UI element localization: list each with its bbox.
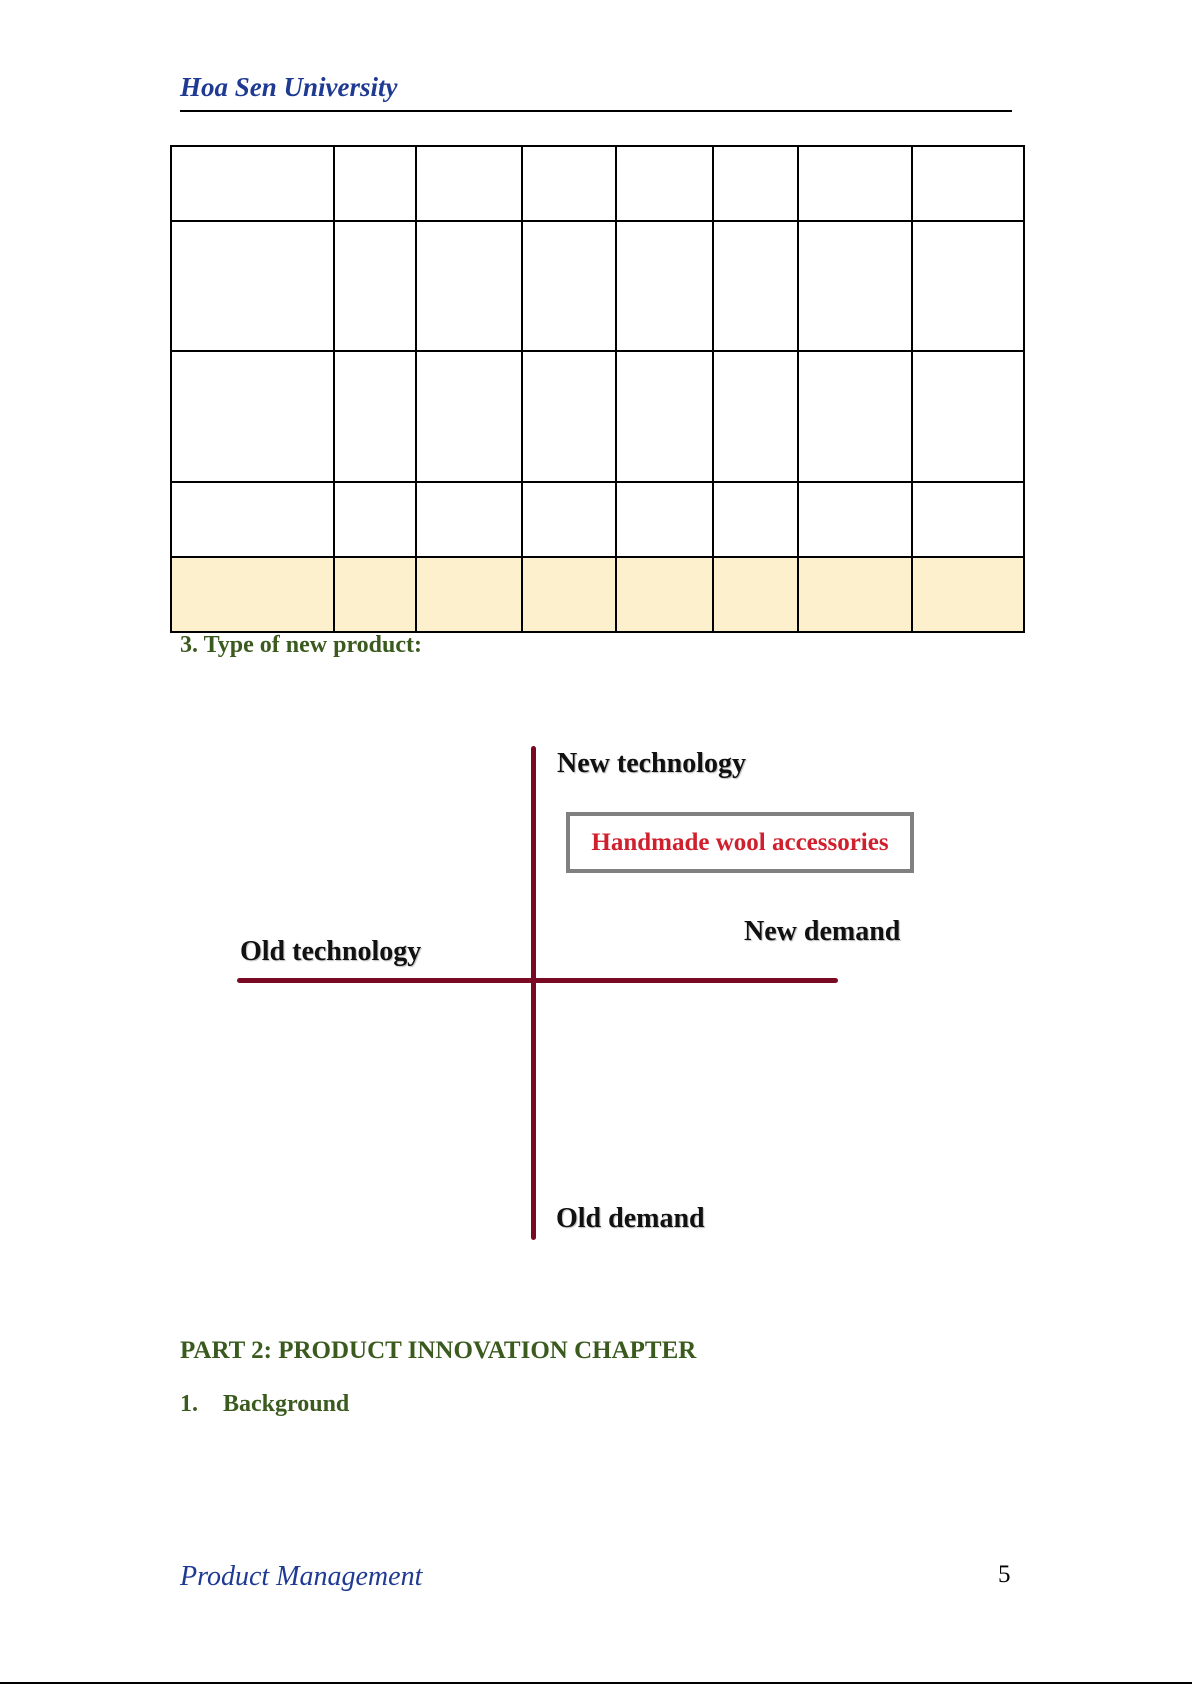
data-table bbox=[170, 145, 1025, 633]
sub-heading-label: Background bbox=[223, 1391, 350, 1417]
highlighted-product-label: Handmade wool accessories bbox=[591, 828, 889, 856]
table-cell bbox=[616, 351, 713, 482]
table-row bbox=[171, 146, 1024, 221]
label-new-demand: New demand bbox=[744, 916, 901, 947]
table-cell bbox=[522, 557, 616, 632]
label-old-demand: Old demand bbox=[556, 1203, 705, 1234]
table-cell bbox=[334, 351, 416, 482]
part-heading: PART 2: PRODUCT INNOVATION CHAPTER bbox=[180, 1337, 697, 1364]
table-cell bbox=[522, 351, 616, 482]
table-cell bbox=[171, 482, 334, 557]
table-cell bbox=[713, 482, 798, 557]
table-row-highlighted bbox=[171, 557, 1024, 632]
vertical-axis bbox=[531, 746, 536, 1240]
table-cell bbox=[616, 482, 713, 557]
table-cell bbox=[522, 221, 616, 351]
table-cell bbox=[171, 351, 334, 482]
table-cell bbox=[416, 221, 522, 351]
horizontal-axis bbox=[237, 978, 838, 983]
table-cell bbox=[171, 146, 334, 221]
table-row bbox=[171, 351, 1024, 482]
header-title: Hoa Sen University bbox=[180, 72, 398, 102]
sub-heading-background bbox=[180, 1391, 349, 1418]
table-cell bbox=[334, 221, 416, 351]
sub-heading-number: 1. bbox=[180, 1391, 198, 1417]
header-divider bbox=[180, 110, 1012, 112]
table-cell bbox=[912, 146, 1024, 221]
table-cell bbox=[616, 221, 713, 351]
table-cell bbox=[798, 351, 912, 482]
table-cell bbox=[616, 146, 713, 221]
table-row bbox=[171, 221, 1024, 351]
table-cell bbox=[334, 557, 416, 632]
table-cell bbox=[713, 146, 798, 221]
table-cell bbox=[713, 221, 798, 351]
footer-title: Product Management bbox=[180, 1561, 423, 1592]
page-bottom-border bbox=[0, 1682, 1192, 1684]
table-cell bbox=[713, 351, 798, 482]
label-old-technology: Old technology bbox=[240, 936, 422, 967]
table-cell bbox=[171, 557, 334, 632]
label-new-technology: New technology bbox=[557, 748, 746, 779]
table-cell bbox=[616, 557, 713, 632]
table-cell bbox=[798, 146, 912, 221]
table-cell bbox=[713, 557, 798, 632]
table-cell bbox=[798, 557, 912, 632]
table-cell bbox=[416, 351, 522, 482]
table-row bbox=[171, 482, 1024, 557]
table-cell bbox=[171, 221, 334, 351]
highlighted-product-box bbox=[566, 812, 914, 873]
table-cell bbox=[798, 482, 912, 557]
table-cell bbox=[798, 221, 912, 351]
table-cell bbox=[334, 146, 416, 221]
table-cell bbox=[416, 146, 522, 221]
table-cell bbox=[912, 221, 1024, 351]
table-cell bbox=[334, 482, 416, 557]
table-cell bbox=[522, 482, 616, 557]
table-cell bbox=[912, 482, 1024, 557]
section-heading-type-of-new-product: 3. Type of new product: bbox=[180, 632, 423, 658]
table-cell bbox=[522, 146, 616, 221]
page-number: 5 bbox=[998, 1561, 1011, 1588]
table-cell bbox=[912, 351, 1024, 482]
table-cell bbox=[416, 557, 522, 632]
table-cell bbox=[912, 557, 1024, 632]
table-cell bbox=[416, 482, 522, 557]
